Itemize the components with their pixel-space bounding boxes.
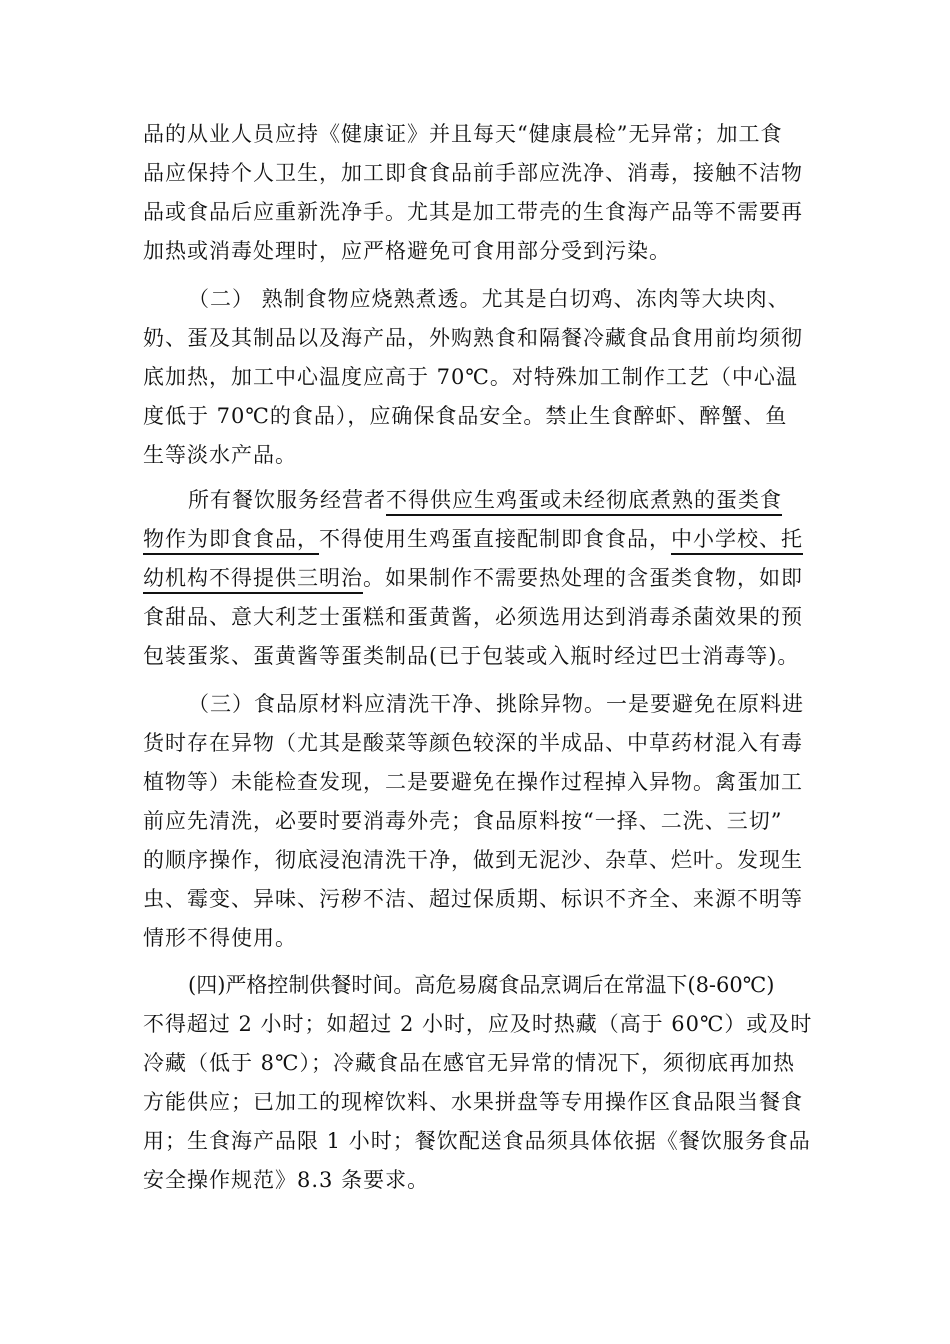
paragraph-2-line-1: （二） 熟制食物应烧熟煮透。尤其是白切鸡、冻肉等大块肉、 xyxy=(188,287,790,311)
paragraph-5-line-1: (四)严格控制供餐时间。高危易腐食品烹调后在常温下(8-60℃) xyxy=(188,973,775,997)
paragraph-2-line-4: 度低于 70℃的食品），应确保食品安全。禁止生食醉虾、醉蟹、鱼 xyxy=(143,404,788,428)
paragraph-4-line-5: 的顺序操作，彻底浸泡清洗干净，做到无泥沙、杂草、烂叶。发现生 xyxy=(143,848,803,872)
paragraph-4-line-3: 植物等）未能检查发现，二是要避免在操作过程掉入异物。禽蛋加工 xyxy=(143,770,803,794)
paragraph-4-line-4: 前应先清洗，必要时要消毒外壳；食品原料按“一择、二洗、三切” xyxy=(143,809,783,833)
paragraph-3-line-1 xyxy=(188,486,782,514)
paragraph-1-line-3: 品或食品后应重新洗净手。尤其是加工带壳的生食海产品等不需要再 xyxy=(143,200,803,224)
paragraph-3-text: 。如果制作不需要热处理的含蛋类食物，如即 xyxy=(363,566,803,590)
paragraph-1-line-4: 加热或消毒处理时，应严格避免可食用部分受到污染。 xyxy=(143,239,671,263)
paragraph-5-line-3: 冷藏（低于 8℃）；冷藏食品在感官无异常的情况下，须彻底再加热 xyxy=(143,1051,796,1075)
underlined-text: 物作为即食食品， xyxy=(143,527,319,551)
paragraph-5-line-5: 用；生食海产品限 1 小时；餐饮配送食品须具体依据《餐饮服务食品 xyxy=(143,1129,811,1153)
underlined-text: 中小学校、托 xyxy=(671,527,803,551)
paragraph-4-line-6: 虫、霉变、异味、污秽不洁、超过保质期、标识不齐全、来源不明等 xyxy=(143,887,803,911)
underlined-text: 不得供应生鸡蛋或未经彻底煮熟的蛋类食 xyxy=(386,488,782,512)
paragraph-5-line-6: 安全操作规范》8.3 条要求。 xyxy=(143,1168,430,1192)
underlined-text: 幼机构不得提供三明治 xyxy=(143,566,363,590)
paragraph-3-text: 不得使用生鸡蛋直接配制即食食品， xyxy=(319,527,671,551)
paragraph-3-line-3 xyxy=(143,564,803,592)
paragraph-1-line-1: 品的从业人员应持《健康证》并且每天“健康晨检”无异常；加工食 xyxy=(143,122,783,146)
paragraph-1-line-2: 品应保持个人卫生，加工即食食品前手部应洗净、消毒，接触不洁物 xyxy=(143,161,803,185)
paragraph-2-line-3: 底加热，加工中心温度应高于 70℃。对特殊加工制作工艺（中心温 xyxy=(143,365,798,389)
paragraph-3-line-4: 食甜品、意大利芝士蛋糕和蛋黄酱，必须选用达到消毒杀菌效果的预 xyxy=(143,605,803,629)
paragraph-2-line-5: 生等淡水产品。 xyxy=(143,443,297,467)
paragraph-4-line-1: （三）食品原材料应清洗干净、挑除异物。一是要避免在原料进 xyxy=(188,692,804,716)
paragraph-4-line-2: 货时存在异物（尤其是酸菜等颜色较深的半成品、中草药材混入有毒 xyxy=(143,731,803,755)
paragraph-3-line-2 xyxy=(143,525,803,553)
paragraph-2-line-2: 奶、蛋及其制品以及海产品，外购熟食和隔餐冷藏食品食用前均须彻 xyxy=(143,326,803,350)
paragraph-5-line-2: 不得超过 2 小时；如超过 2 小时，应及时热藏（高于 60℃）或及时 xyxy=(143,1012,813,1036)
paragraph-4-line-7: 情形不得使用。 xyxy=(143,926,297,950)
paragraph-3-text: 所有餐饮服务经营者 xyxy=(188,488,386,512)
paragraph-5-line-4: 方能供应；已加工的现榨饮料、水果拼盘等专用操作区食品限当餐食 xyxy=(143,1090,803,1114)
paragraph-3-line-5: 包装蛋浆、蛋黄酱等蛋类制品(已于包装或入瓶时经过巴士消毒等)。 xyxy=(143,644,800,668)
